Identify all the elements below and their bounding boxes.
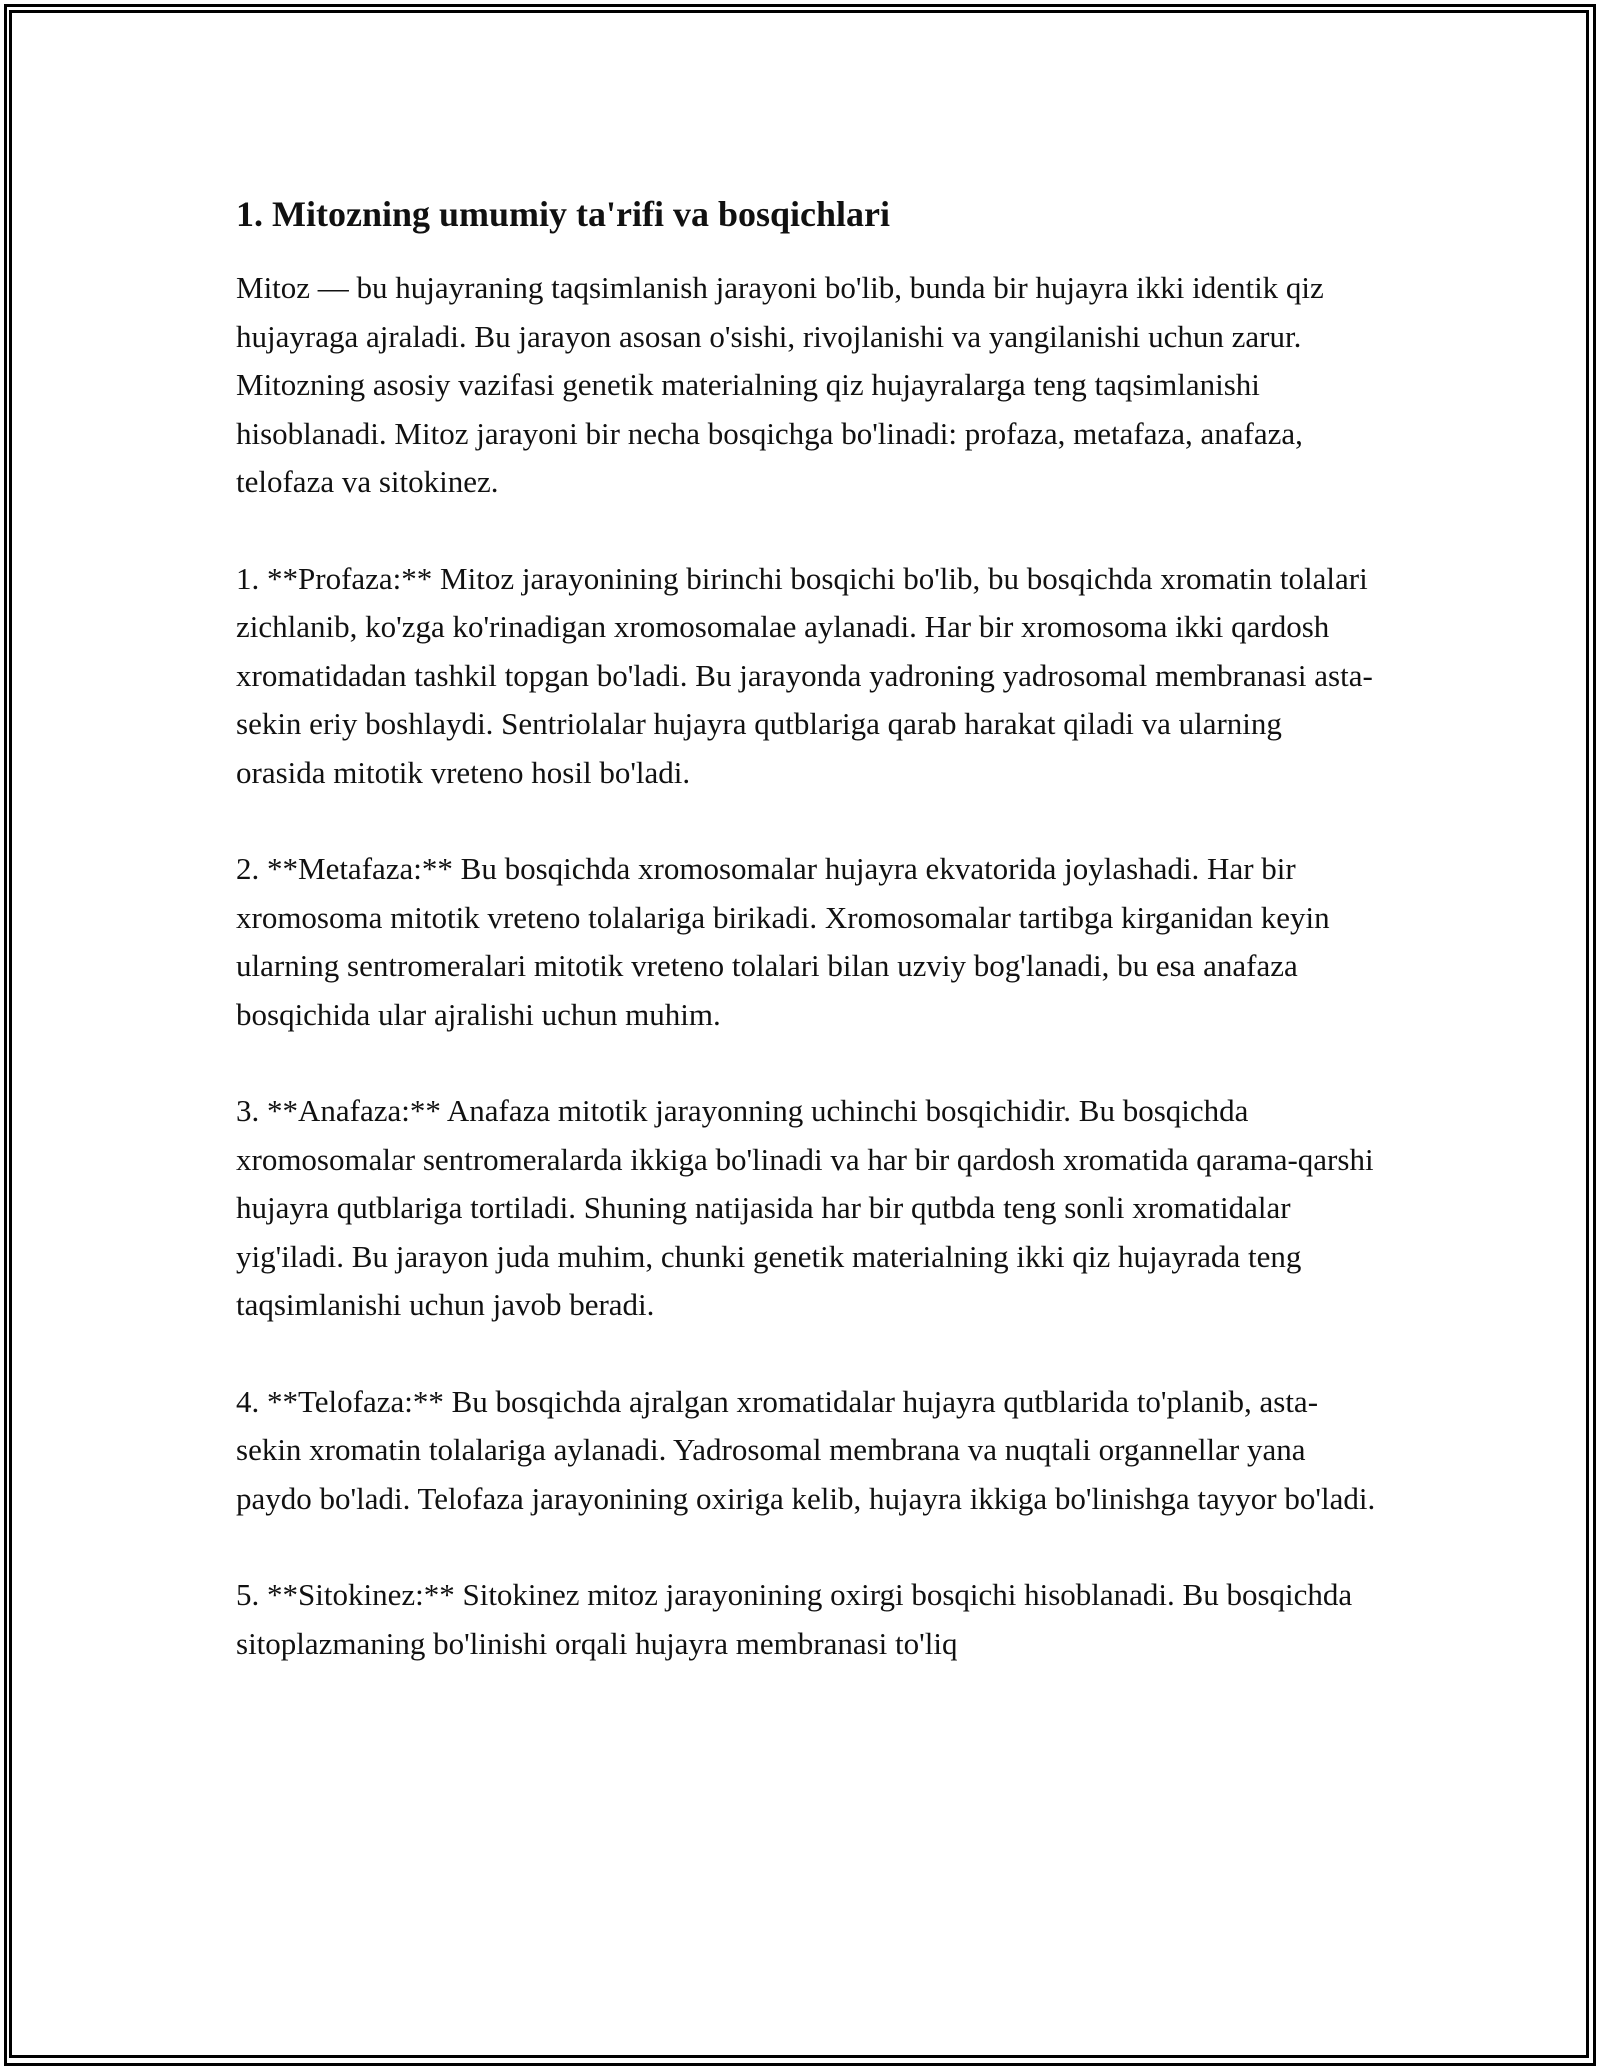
stage-paragraph-sitokinez: 5. **Sitokinez:** Sitokinez mitoz jarayonining oxirgi bosqichi hisoblanadi. Bu bosqichda sitoplazmaning bo'linishi orqali hujayra membranasi to'liq: [236, 1577, 1353, 1661]
stage-paragraph-metafaza: 2. **Metafaza:** Bu bosqichda xromosomalar hujayra ekvatorida joylashadi. Har bir xromosoma mitotik vreteno tolalariga birikadi. Xromosomalar tartibga kirganidan keyin ularning sentromeralari mitotik vreteno tolalari bilan uzviy bog'lanadi, bu esa anafaza bosqichida ular ajralishi uchun muhim.: [236, 851, 1330, 1032]
document-body: [236, 186, 1376, 1668]
stage-paragraph-anafaza: 3. **Anafaza:** Anafaza mitotik jarayonning uchinchi bosqichidir. Bu bosqichda xromosomalar sentromeralarda ikkiga bo'linadi va har bir qardosh xromatida qarama-qarshi hujayra qutblariga tortiladi. Shuning natijasida har bir qutbda teng sonli xromatidalar yig'iladi. Bu jarayon juda muhim, chunki genetik materialning ikki qiz hujayrada teng taqsimlanishi uchun javob beradi.: [236, 1093, 1374, 1322]
stage-paragraph-profaza: 1. **Profaza:** Mitoz jarayonining birinchi bosqichi bo'lib, bu bosqichda xromatin tolalari zichlanib, ko'zga ko'rinadigan xromosomalae aylanadi. Har bir xromosoma ikki qardosh xromatidadan tashkil topgan bo'ladi. Bu jarayonda yadroning yadrosomal membranasi asta-sekin eriy boshlaydi. Sentriolalar hujayra qutblariga qarab harakat qiladi va ularning orasida mitotik vreteno hosil bo'ladi.: [236, 560, 1373, 790]
section-heading: 1. Mitozning umumiy ta'rifi va bosqichlari: [236, 194, 891, 234]
intro-paragraph: Mitoz — bu hujayraning taqsimlanish jarayoni bo'lib, bunda bir hujayra ikki identik qiz hujayraga ajraladi. Bu jarayon asosan o'sishi, rivojlanishi va yangilanishi uchun zarur. Mitozning asosiy vazifasi genetik materialning qiz hujayralarga teng taqsimlanishi hisoblanadi. Mitoz jarayoni bir necha bosqichga bo'linadi: profaza, metafaza, anafaza, telofaza va sitokinez.: [236, 270, 1324, 499]
stage-paragraph-telofaza: 4. **Telofaza:** Bu bosqichda ajralgan xromatidalar hujayra qutblarida to'planib, asta-sekin xromatin tolalariga aylanadi. Yadrosomal membrana va nuqtali organnellar yana paydo bo'ladi. Telofaza jarayonining oxiriga kelib, hujayra ikkiga bo'linishga tayyor bo'ladi.: [236, 1383, 1376, 1516]
